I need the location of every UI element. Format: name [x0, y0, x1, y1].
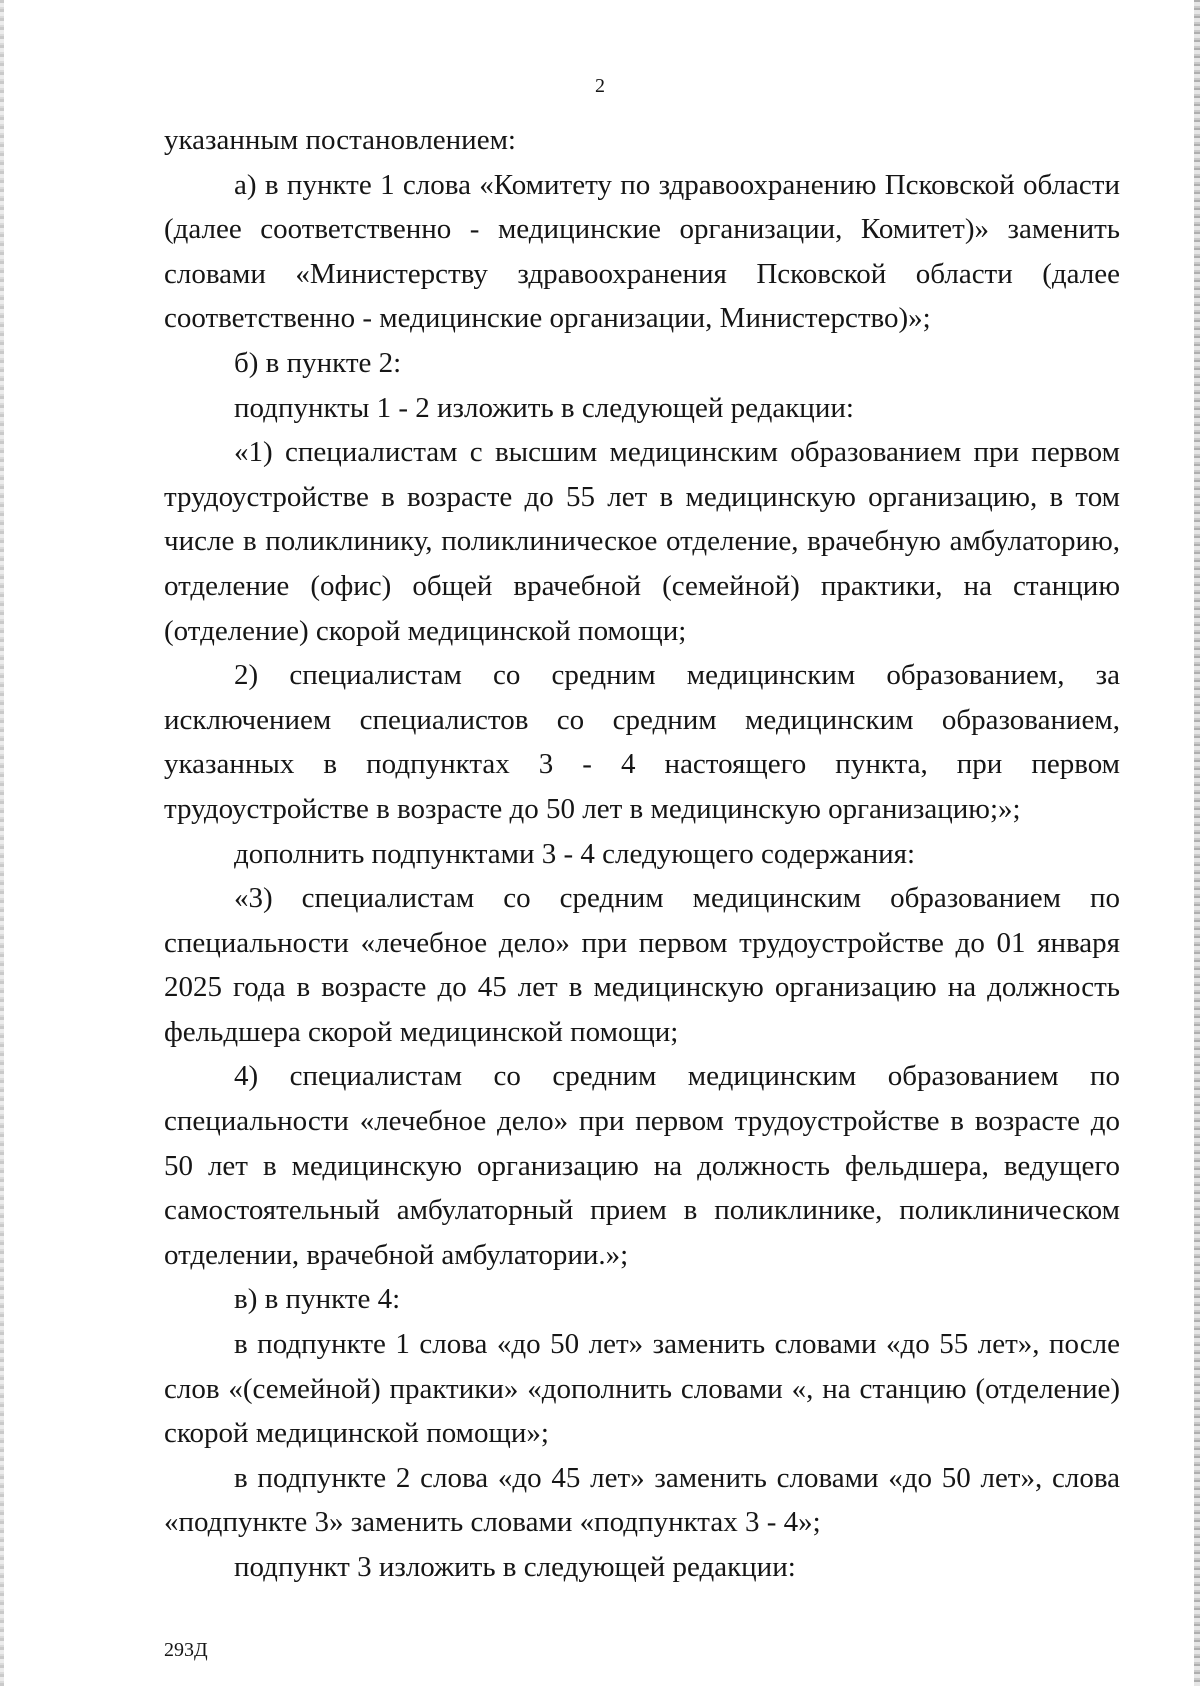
paragraph-4: подпункты 1 - 2 изложить в следующей редакции:: [234, 391, 854, 424]
paragraph-2: а) в пункте 1 слова «Комитету по здравоохранению Псковской области (далее соответственно - медицинские организации, Комитет)» заменить словами «Министерству здравоохранения Псковской области (далее соответственно - медицинские организации, Министерство)»;: [164, 168, 1120, 335]
page-number: 2: [595, 75, 605, 97]
paragraph-11: в подпункте 1 слова «до 50 лет» заменить словами «до 55 лет», после слов «(семейной) практики» «дополнить словами «, на станцию (отделение) скорой медицинской помощи»;: [164, 1328, 1120, 1450]
scan-edge-right: [1194, 0, 1200, 1686]
paragraph-10: в) в пункте 4:: [234, 1283, 401, 1316]
paragraph-8: «3) специалистам со средним медицинским образованием по специальности «лечебное дело» при первом трудоустройстве до 01 января 2025 года в возрасте до 45 лет в медицинскую организацию на должность фельдшера скорой медицинской помощи;: [164, 882, 1120, 1048]
document-code: 293Д: [164, 1639, 208, 1661]
paragraph-13: подпункт 3 изложить в следующей редакции:: [234, 1551, 796, 1583]
paragraph-9: 4) специалистам со средним медицинским образованием по специальности «лечебное дело» при первом трудоустройстве в возрасте до 50 лет в медицинскую организацию на должность фельдшера, ведущего самостоятельный амбулаторный прием в поликлинике, поликлиническом отделении, врачебной амбулатории.»;: [164, 1060, 1120, 1271]
scan-edge-left: [0, 0, 4, 1686]
paragraph-3: б) в пункте 2:: [234, 346, 402, 379]
paragraph-1: указанным постановлением:: [164, 124, 516, 156]
paragraph-7: дополнить подпунктами 3 - 4 следующего содержания:: [234, 837, 916, 870]
document-body: [164, 118, 1120, 1590]
paragraph-5: «1) специалистам с высшим медицинским образованием при первом трудоустройстве в возрасте до 55 лет в медицинскую организацию, в том числе в поликлинику, поликлиническое отделение, врачебную амбулаторию, отделение (офис) общей врачебной (семейной) практики, на станцию (отделение) скорой медицинской помощи;: [164, 436, 1120, 647]
paragraph-12: в подпункте 2 слова «до 45 лет» заменить словами «до 50 лет», слова «подпункте 3» заменить словами «подпунктах 3 - 4»;: [164, 1461, 1120, 1539]
paragraph-6: 2) специалистам со средним медицинским образованием, за исключением специалистов со средним медицинским образованием, указанных в подпунктах 3 - 4 настоящего пункта, при первом трудоустройстве в возрасте до 50 лет в медицинскую организацию;»;: [164, 659, 1120, 825]
